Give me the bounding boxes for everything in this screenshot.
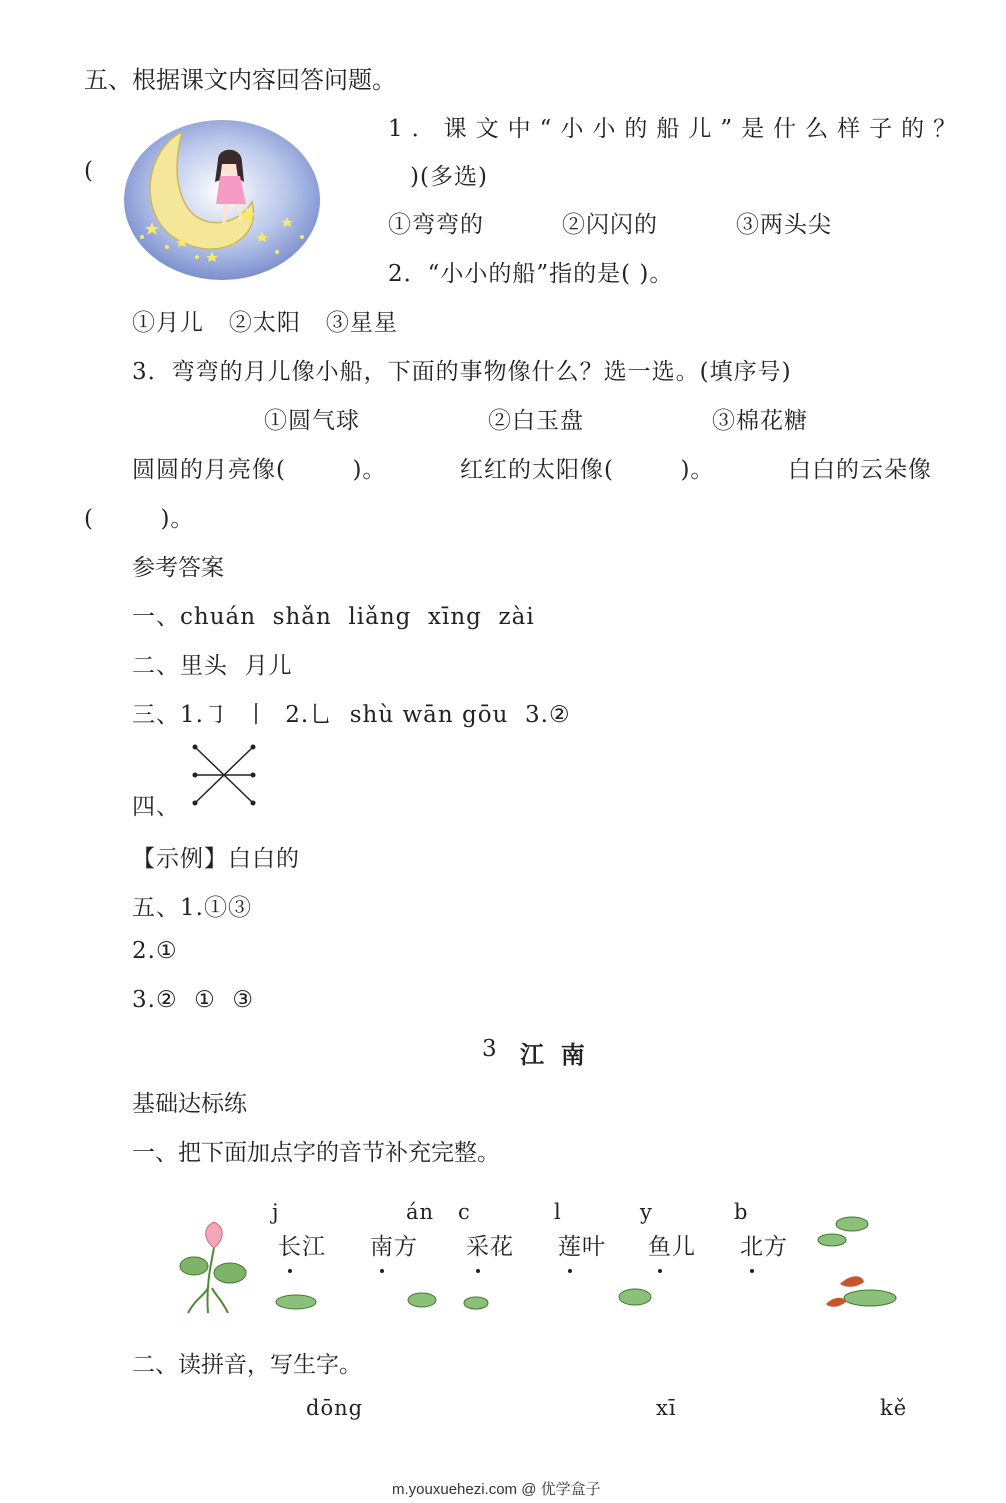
- moon-girl-illustration: [122, 112, 322, 282]
- footer-watermark: m.youxuehezi.com @ 优学盒子: [392, 1481, 601, 1498]
- question-3-option-2: ②白玉盘: [488, 408, 584, 434]
- exercise-1-title: 一、把下面加点字的音节补充完整。: [132, 1140, 500, 1166]
- question-2-options: ①月儿 ②太阳 ③星星: [132, 310, 398, 336]
- matching-lines-diagram: [190, 742, 258, 808]
- lily-pad-icon: [274, 1292, 318, 1312]
- pinyin-1: dōng: [306, 1396, 364, 1420]
- answers-heading: 参考答案: [132, 555, 224, 581]
- dotted-char: 长: [278, 1228, 302, 1261]
- question-2-text: 2．“小小的船”指的是( )。: [388, 261, 674, 287]
- pinyin-2: xī: [656, 1396, 677, 1420]
- question-1-open-paren: (: [84, 158, 94, 184]
- answer-1: 一、chuán shǎn liǎng xīng zài: [132, 604, 535, 630]
- dotted-char: 采: [466, 1228, 490, 1261]
- question-3-text: 3．弯弯的月儿像小船，下面的事物像什么？选一选。(填序号): [132, 359, 792, 385]
- word-text: [558, 1228, 606, 1261]
- lily-pad-icon: [406, 1290, 438, 1310]
- syllable-hint: án: [406, 1200, 435, 1224]
- lily-pad-icon: [814, 1214, 870, 1250]
- plain-char: 儿: [672, 1234, 696, 1260]
- dotted-char: 北: [740, 1228, 764, 1261]
- word-text: [648, 1228, 696, 1261]
- exercise-2-title: 二、读拼音，写生字。: [132, 1352, 362, 1378]
- answer-4-label: 四、: [132, 794, 180, 820]
- word-text: [740, 1228, 788, 1261]
- question-3-fill-cloud-blank[interactable]: ( )。: [84, 506, 195, 532]
- answer-2: 二、里头 月儿: [132, 653, 293, 679]
- lesson-number: 3: [482, 1036, 498, 1062]
- word-text: [370, 1228, 418, 1261]
- answer-5-3: 3.② ① ③: [132, 987, 255, 1013]
- answer-5-1: 五、1.①③: [132, 895, 252, 921]
- fish-icon: [820, 1264, 900, 1314]
- word-text: [466, 1228, 514, 1261]
- plain-char: 花: [490, 1234, 514, 1260]
- question-3-fill-sun[interactable]: 红红的太阳像( )。: [460, 457, 715, 483]
- syllable-hint: j: [272, 1200, 280, 1224]
- plain-char: 方: [394, 1234, 418, 1260]
- syllable-hint: y: [640, 1200, 653, 1224]
- question-3-option-1: ①圆气球: [264, 408, 360, 434]
- lily-pad-icon: [616, 1284, 654, 1310]
- question-1-text: 1．课文中“小小的船儿”是什么样子的？: [388, 116, 966, 142]
- answer-4-example: 【示例】白白的: [132, 846, 300, 872]
- question-1-answer-blank[interactable]: )(多选): [410, 164, 488, 190]
- word-text: [278, 1228, 326, 1261]
- syllable-hint: b: [734, 1200, 749, 1224]
- lesson-title: 江 南: [520, 1041, 585, 1069]
- answer-3: 三、1.㇆ 丨 2.乚 shù wān gōu 3.②: [132, 702, 571, 728]
- pinyin-3: kě: [880, 1396, 908, 1420]
- dotted-char: 莲: [558, 1228, 582, 1261]
- plain-char: 方: [764, 1234, 788, 1260]
- lesson-subtitle: 基础达标练: [132, 1091, 247, 1117]
- plain-char: 江: [302, 1234, 326, 1260]
- question-1-option-2: ②闪闪的: [562, 212, 658, 238]
- pinyin-word-row: [270, 1200, 810, 1270]
- plain-char: 叶: [582, 1234, 606, 1260]
- question-1-option-3: ③两头尖: [736, 212, 832, 238]
- question-3-option-3: ③棉花糖: [712, 408, 808, 434]
- lotus-icon: [178, 1218, 252, 1316]
- syllable-hint: c: [458, 1200, 471, 1224]
- section-5-title: 五、根据课文内容回答问题。: [84, 66, 396, 94]
- lily-pad-icon: [462, 1294, 490, 1312]
- question-3-fill-cloud-label: 白白的云朵像: [788, 457, 932, 483]
- answer-5-2: 2.①: [132, 938, 178, 964]
- dotted-char: 南: [370, 1228, 394, 1261]
- question-3-fill-moon[interactable]: 圆圆的月亮像( )。: [132, 457, 387, 483]
- question-1-option-1: ①弯弯的: [388, 212, 484, 238]
- dotted-char: 鱼: [648, 1228, 672, 1261]
- syllable-hint: l: [554, 1200, 562, 1224]
